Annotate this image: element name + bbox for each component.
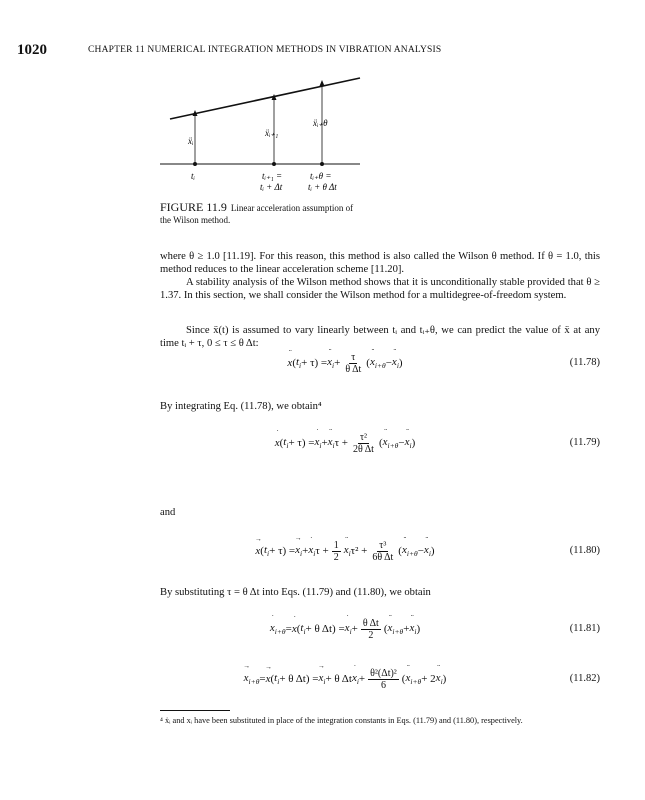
- subscript: i: [414, 627, 417, 637]
- subscript: i+θ: [392, 627, 404, 637]
- point-titheta: [320, 162, 324, 166]
- subscript: i: [356, 677, 359, 687]
- variable-base: · x: [270, 622, 275, 634]
- equation-number: (11.81): [569, 623, 600, 634]
- eq-text: (: [270, 673, 275, 685]
- eq-text: (: [279, 437, 284, 449]
- variable: [318, 672, 325, 686]
- subscript: i: [313, 549, 316, 559]
- equation-number: (11.78): [569, 357, 600, 368]
- eq-text: (: [292, 357, 296, 369]
- eq-text: =: [285, 623, 292, 635]
- variable: [409, 622, 416, 636]
- variable-base: · x: [308, 544, 313, 556]
- eq-text: + τ) =: [269, 545, 296, 557]
- variable: [275, 437, 280, 449]
- variable-base: ·· x: [405, 436, 410, 448]
- eq-text: τ +: [334, 437, 349, 449]
- subscript: i: [300, 549, 303, 559]
- variable: [328, 436, 335, 450]
- variable: [402, 544, 418, 558]
- subscript: i: [332, 441, 335, 451]
- equation-body: [160, 612, 530, 646]
- subscript: i: [323, 677, 326, 687]
- fraction: [332, 540, 341, 563]
- variable-base: ·· x: [409, 622, 414, 634]
- variable: [370, 356, 386, 370]
- variable: [266, 673, 271, 685]
- eq-text: τ +: [315, 545, 329, 557]
- variable-base: ·· x: [327, 356, 332, 368]
- denominator: 2: [368, 629, 374, 641]
- equation-11-81: [160, 612, 600, 646]
- eq-text: (: [378, 437, 383, 449]
- subscript: i: [409, 441, 412, 451]
- variable-base: ·· x: [370, 356, 375, 368]
- figure-linear-acceleration: [150, 72, 370, 197]
- eq-text: +: [321, 437, 328, 449]
- subscript: i: [348, 549, 351, 559]
- equation-body: [160, 534, 530, 568]
- paragraph: By substituting τ = θ Δt into Eqs. (11.79) and (11.80), we obtain: [160, 587, 431, 598]
- equation-number: (11.82): [569, 673, 600, 684]
- acceleration-line: [170, 78, 360, 119]
- equation-body: [160, 662, 530, 696]
- eq-text: + θ Δt) =: [305, 623, 345, 635]
- variable: [287, 357, 292, 369]
- denominator: 2: [333, 551, 339, 563]
- equation-11-78: [160, 346, 600, 380]
- variable-base: · x: [275, 437, 280, 449]
- eq-text: + τ) =: [301, 357, 328, 369]
- variable: [270, 622, 286, 636]
- equation-body: [160, 346, 530, 380]
- subscript: i: [299, 361, 302, 371]
- variable: [392, 356, 399, 370]
- subscript: i+θ: [410, 677, 422, 687]
- numerator: τ²: [359, 431, 367, 443]
- subscript: i+θ: [406, 549, 418, 559]
- point-ti: [193, 162, 197, 166]
- subscript: i: [332, 361, 335, 371]
- variable: [383, 436, 399, 450]
- fraction: [361, 618, 381, 641]
- fraction: [343, 352, 363, 375]
- variable-base: · x: [292, 623, 297, 635]
- arrow-head: [320, 80, 325, 86]
- eq-text: −: [398, 437, 405, 449]
- variable-base: t: [283, 435, 287, 448]
- variable: [436, 672, 443, 686]
- fraction: [351, 432, 376, 455]
- paragraph: and: [160, 507, 176, 518]
- subscript: i+θ: [387, 441, 399, 451]
- variable: [255, 545, 260, 557]
- variable-base: ·· x: [344, 544, 349, 556]
- numerator: 1: [333, 539, 339, 551]
- variable-base: → x: [318, 672, 323, 684]
- variable: [308, 544, 315, 558]
- numerator: θ²(Δt)²: [370, 667, 397, 679]
- variable-base: ·· x: [402, 544, 407, 556]
- variable-base: ·· x: [424, 544, 429, 556]
- variable-base: → x: [244, 672, 249, 684]
- variable: [292, 623, 297, 635]
- eq-text: ): [430, 545, 435, 557]
- subscript: i: [440, 677, 443, 687]
- subscript: i+θ: [274, 627, 286, 637]
- eq-text: ): [416, 623, 421, 635]
- eq-text: +: [403, 623, 410, 635]
- denominator: 6: [380, 679, 386, 691]
- paragraph: By integrating Eq. (11.78), we obtain⁴: [160, 401, 322, 412]
- subscript: i: [286, 441, 289, 451]
- fraction: [368, 668, 399, 691]
- equation-body: [160, 426, 530, 460]
- subscript: i: [319, 441, 322, 451]
- variable: [405, 436, 412, 450]
- label-t-i: tᵢ: [191, 171, 195, 181]
- subscript: i+θ: [374, 361, 386, 371]
- subscript: i: [277, 677, 280, 687]
- variable: [345, 622, 352, 636]
- paragraph: where θ ≥ 1.0 [11.19]. For this reason, this method is also called the Wilson θ method. If θ = 1.0, this method reduces to the linear acceleration scheme [11.20].: [160, 251, 600, 276]
- subscript: i: [396, 361, 399, 371]
- eq-text: (: [401, 673, 406, 685]
- variable-base: · x: [352, 672, 357, 684]
- equation-11-82: [160, 662, 600, 696]
- variable-base: t: [263, 543, 268, 556]
- eq-text: +: [302, 545, 309, 557]
- variable-base: t: [274, 671, 278, 684]
- label-t-i1: tᵢ₊₁ =: [262, 171, 283, 181]
- equation-11-79: [160, 426, 600, 460]
- numerator: τ³: [379, 539, 387, 551]
- variable: [424, 544, 431, 558]
- variable-base: → x: [266, 673, 271, 685]
- eq-text: +: [351, 623, 358, 635]
- subscript: i: [303, 627, 306, 637]
- variable-base: · x: [345, 622, 350, 634]
- page-number: 1020: [17, 42, 47, 58]
- eq-text: + θ Δt: [325, 673, 352, 685]
- denominator: 6θ Δt: [372, 551, 394, 563]
- eq-text: ): [411, 437, 416, 449]
- eq-text: + τ) =: [288, 437, 315, 449]
- variable-base: ·· x: [328, 436, 333, 448]
- variable-base: ·· x: [287, 357, 292, 369]
- caption-label: FIGURE 11.9: [160, 200, 227, 214]
- paragraph: A stability analysis of the Wilson method shows that it is unconditionally stable provided that θ ≥ 1.37. In this section, we shall consider the Wilson method for a multidegree-of-freedom system.: [160, 277, 600, 302]
- variable: [388, 622, 404, 636]
- variable-base: t: [300, 621, 304, 634]
- caption-text: Linear acceleration assumption of the Wilson method.: [160, 203, 354, 225]
- label-t-i1b: tᵢ + Δt: [260, 182, 283, 192]
- variable: [344, 544, 351, 558]
- eq-text: −: [385, 357, 392, 369]
- eq-text: (: [260, 545, 264, 557]
- label-t-itheta: tᵢ₊θ =: [310, 171, 332, 181]
- variable: [295, 544, 302, 558]
- variable-base: · x: [314, 436, 319, 448]
- eq-text: τ² +: [350, 545, 368, 557]
- subscript: i+θ: [248, 677, 260, 687]
- variable-base: ·· x: [383, 436, 388, 448]
- eq-text: −: [417, 545, 424, 557]
- label-a-i1: ẍᵢ₊₁: [265, 128, 279, 138]
- eq-text: ): [398, 357, 403, 369]
- eq-text: ): [442, 673, 447, 685]
- denominator: θ Δt: [345, 363, 362, 375]
- equation-11-80: [160, 534, 600, 568]
- eq-text: +: [334, 357, 341, 369]
- fraction: [370, 540, 395, 563]
- running-head: CHAPTER 11 NUMERICAL INTEGRATION METHODS IN VIBRATION ANALYSIS: [88, 45, 442, 55]
- equation-number: (11.79): [569, 437, 600, 448]
- eq-text: (: [296, 623, 301, 635]
- numerator: θ Δt: [362, 617, 379, 629]
- footnote: ⁴ ẋᵢ and xᵢ have been substituted in place of the integration constants in Eqs. (11.79) and (11.80), respectively.: [160, 716, 523, 725]
- variable-base: ·· x: [405, 672, 410, 684]
- variable-base: ·· x: [436, 672, 441, 684]
- denominator: 2θ Δt: [353, 443, 374, 455]
- point-ti1: [272, 162, 276, 166]
- variable: [244, 672, 260, 686]
- numerator: τ: [351, 351, 356, 363]
- eq-text: (: [366, 357, 370, 369]
- arrows: [195, 82, 322, 164]
- variable: [352, 672, 359, 686]
- variable-base: ·· x: [388, 622, 393, 634]
- variable-base: → x: [255, 545, 260, 557]
- eq-text: (: [383, 623, 388, 635]
- eq-text: + 2: [421, 673, 436, 685]
- equation-number: (11.80): [569, 545, 600, 556]
- eq-text: + θ Δt) =: [279, 673, 319, 685]
- label-t-ithetab: tᵢ + θ Δt: [308, 182, 337, 192]
- figure-caption: [160, 201, 360, 226]
- variable-base: → x: [295, 544, 300, 556]
- paragraph: Since ẍ(t) is assumed to vary linearly between tᵢ and tᵢ₊θ, we can predict the value of ẍ at any time tᵢ + τ, 0 ≤ τ ≤ θ Δt:: [160, 325, 600, 350]
- eq-text: =: [259, 673, 266, 685]
- variable: [327, 356, 334, 370]
- eq-text: +: [358, 673, 366, 685]
- variable-base: ·· x: [392, 356, 397, 368]
- variable-base: t: [295, 355, 300, 368]
- label-a-itheta: ẍᵢ₊θ: [313, 118, 328, 128]
- label-a-i: ẍᵢ: [188, 136, 194, 146]
- subscript: i: [428, 549, 431, 559]
- eq-text: (: [398, 545, 402, 557]
- variable: [405, 672, 421, 686]
- subscript: i: [267, 549, 270, 559]
- variable: [314, 436, 321, 450]
- subscript: i: [349, 627, 352, 637]
- footnote-rule: [160, 710, 230, 711]
